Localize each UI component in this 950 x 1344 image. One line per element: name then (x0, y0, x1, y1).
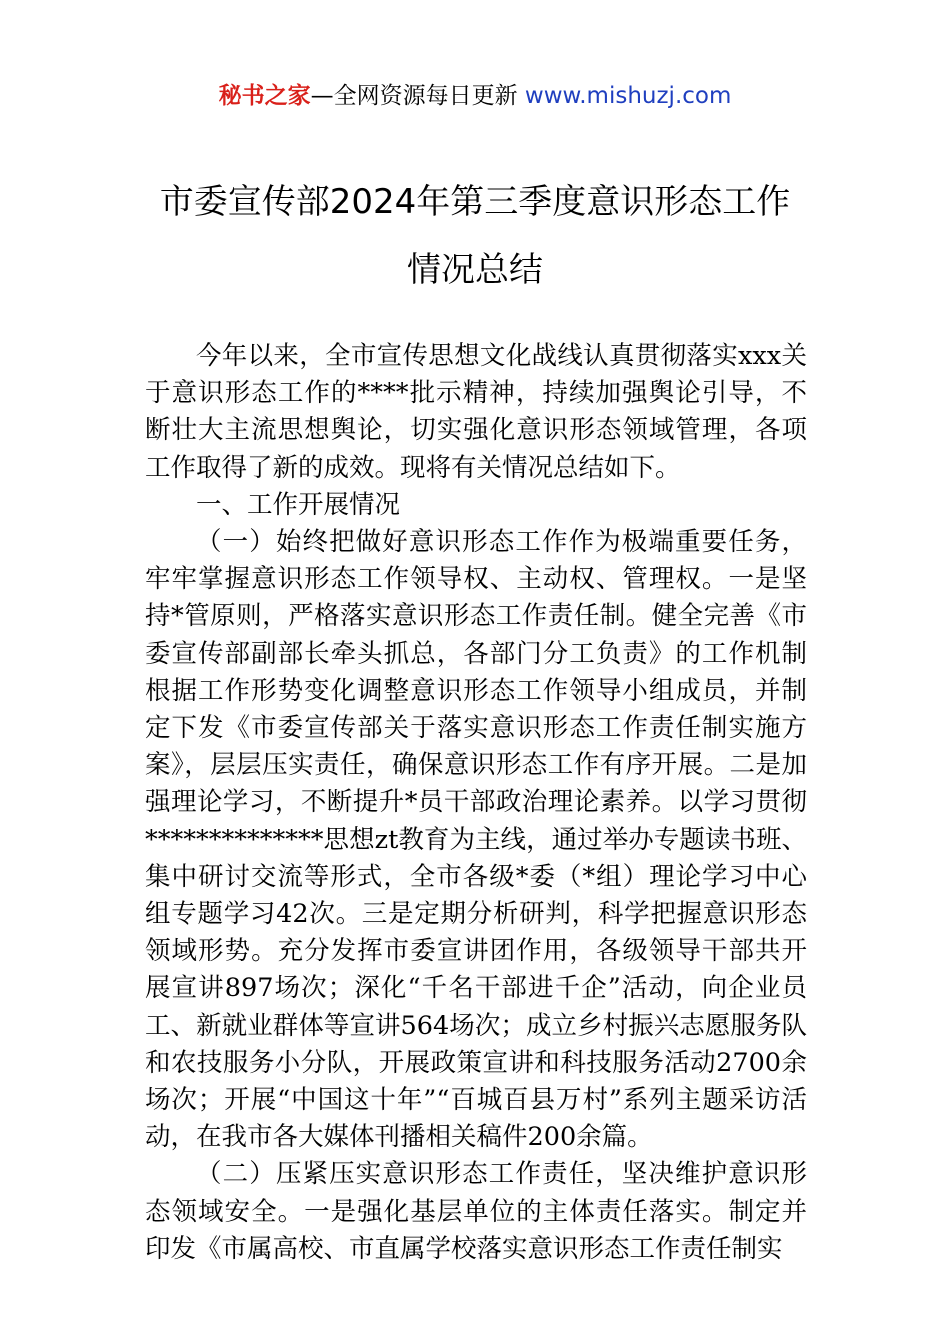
document-title-line-1: 市委宣传部2024年第三季度意识形态工作 (159, 182, 791, 222)
site-tagline: —全网资源每日更新 (310, 83, 525, 109)
document-body (145, 338, 807, 1268)
section-heading-1: 一、工作开展情况 (196, 489, 401, 520)
document-title-line-2: 情况总结 (407, 250, 543, 290)
site-url-link[interactable]: www.mishuzj.com (524, 83, 732, 109)
intro-paragraph: 今年以来，全市宣传思想文化战线认真贯彻落实xxx关于意识形态工作的****批示精神，持续加强舆论引导，不断壮大主流思想舆论，切实强化意识形态领域管理，各项工作取得了新的成效。现将有关情况总结如下。 (145, 341, 807, 483)
site-brand: 秘书之家 (218, 83, 311, 109)
body-paragraph-1: （一）始终把做好意识形态工作作为极端重要任务，牢牢掌握意识形态工作领导权、主动权、管理权。一是坚持*管原则，严格落实意识形态工作责任制。健全完善《市委宣传部副部长牵头抓总，各部门分工负责》的工作机制根据工作形势变化调整意识形态工作领导小组成员，并制定下发《市委宣传部关于落实意识形态工作责任制实施方案》，层层压实责任，确保意识形态工作有序开展。二是加强理论学习，不断提升*员干部政治理论素养。以学习贯彻**************思想zt教育为主线，通过举办专题读书班、集中研讨交流等形式，全市各级*委（*组）理论学习中心组专题学习42次。三是定期分析研判，科学把握意识形态领域形势。充分发挥市委宣讲团作用，各级领导干部共开展宣讲897场次；深化“千名干部进千企”活动，向企业员工、新就业群体等宣讲564场次；成立乡村振兴志愿服务队和农技服务小分队，开展政策宣讲和科技服务活动2700余场次；开展“中国这十年”“百城百县万村”系列主题采访活动，在我市各大媒体刊播相关稿件200余篇。 (145, 527, 807, 1153)
body-paragraph-2: （二）压紧压实意识形态工作责任，坚决维护意识形态领域安全。一是强化基层单位的主体责任落实。制定并印发《市属高校、市直属学校落实意识形态工作责任制实 (145, 1159, 807, 1264)
site-header (0, 80, 950, 112)
